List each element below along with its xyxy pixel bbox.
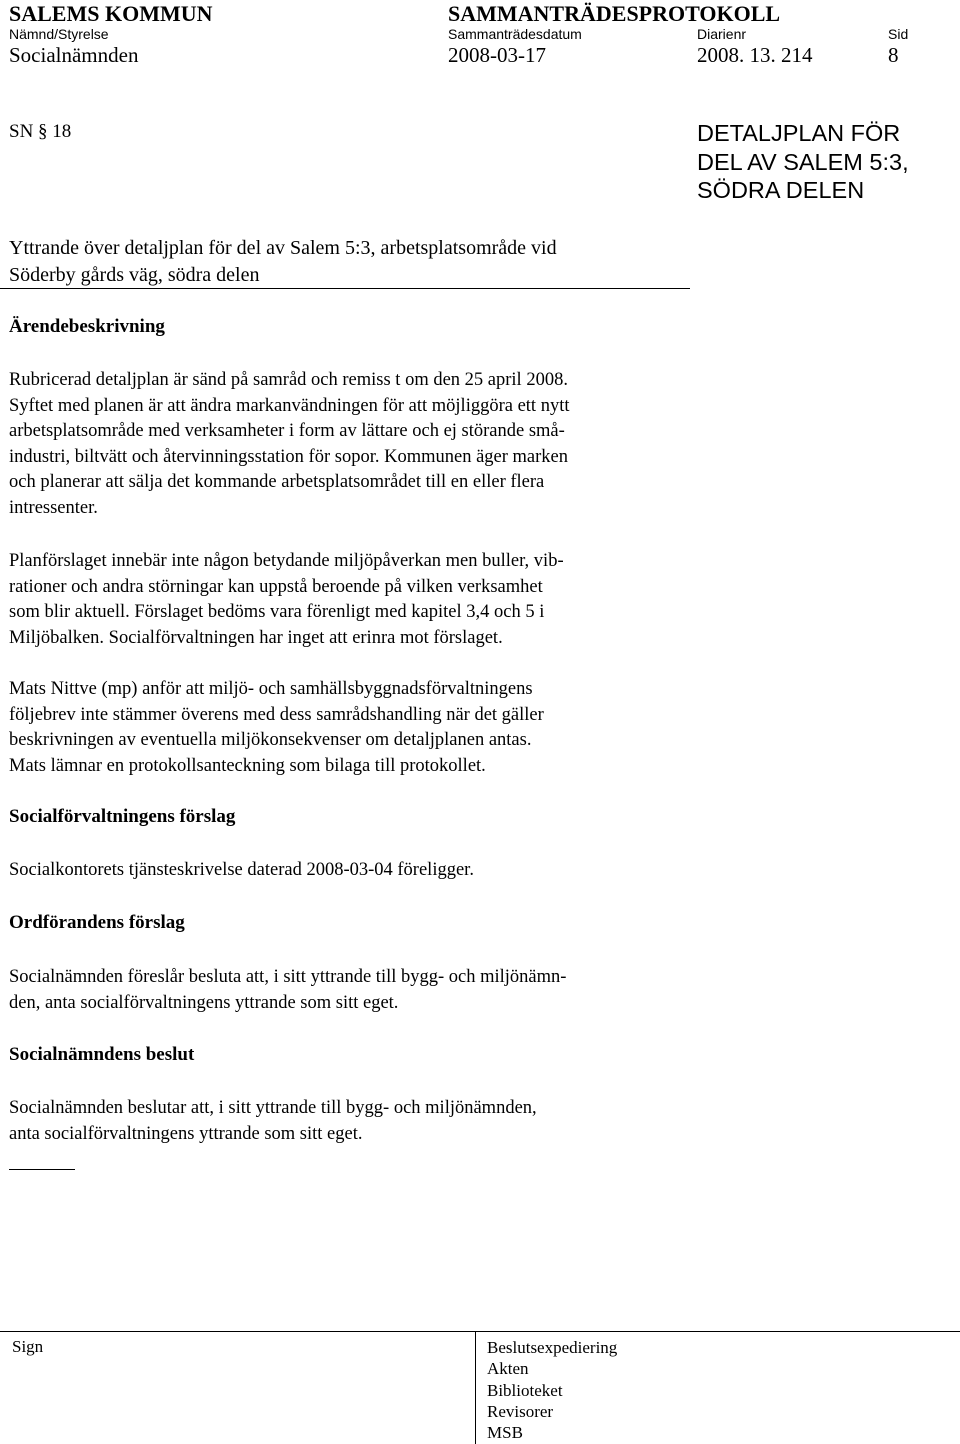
registry-label: Diarienr <box>697 26 747 42</box>
description-paragraph: Mats Nittve (mp) anför att miljö- och samhällsbyggnadsförvaltningens följebrev inte stämmer överens med dess samrådshandling när det gäller beskrivningen av eventuella miljökonsekvenser om detaljplanen antas. Mats lämnar en protokollsanteckning som bilaga till protokollet. <box>9 679 544 776</box>
distribution-item: Beslutsexpediering <box>487 1338 618 1357</box>
case-title-line: SÖDRA DELEN <box>697 177 865 203</box>
distribution-list <box>487 1337 617 1443</box>
distribution-item: Revisorer <box>487 1401 554 1421</box>
administration-proposal-text: Socialkontorets tjänsteskrivelse daterad 2008-03-04 föreligger. <box>9 860 474 880</box>
description-paragraph: Rubricerad detaljplan är sänd på samråd och remiss t om den 25 april 2008. Syftet med planen är att ändra markanvändningen för att möjliggöra ett nytt arbetsplatsområde med verksamheter i form av lättare och ej störande små- industri, biltvätt och återvinningsstation för sopor. Kommunen äger marken och planerar att sälja det kommande arbetsplatsområdet till en eller flera intressenter. <box>9 370 570 518</box>
distribution-item: MSB <box>487 1423 523 1443</box>
organization-name: SALEMS KOMMUN <box>9 1 213 26</box>
description-paragraph: Planförslaget innebär inte någon betydande miljöpåverkan men buller, vib- rationer och andra störningar kan uppstå beroende på vilken verksamhet som blir aktuell. Förslaget bedöms vara förenligt med kapitel 3,4 och 5 i Miljöbalken. Socialförvaltningen har inget att erinra mot förslaget. <box>9 551 564 648</box>
chair-proposal-text: Socialnämnden föreslår besluta att, i sitt yttrande till bygg- och miljönämn- den, anta socialförvaltningens yttrande som sitt eget. <box>9 967 567 1013</box>
meeting-date-label: Sammanträdesdatum <box>448 26 582 42</box>
subject-underline <box>0 288 690 289</box>
registry-value: 2008. 13. 214 <box>697 43 813 67</box>
case-title-line: DETALJPLAN FÖR <box>697 120 901 146</box>
administration-proposal-heading: Socialförvaltningens förslag <box>9 806 236 827</box>
sign-label: Sign <box>12 1337 44 1356</box>
board-value: Socialnämnden <box>9 43 139 67</box>
case-number: SN § 18 <box>9 121 72 142</box>
chair-proposal-heading: Ordförandens förslag <box>9 912 185 933</box>
case-subject-line: Yttrande över detaljplan för del av Salem 5:3, arbetsplatsområde vid <box>9 237 557 259</box>
end-rule <box>9 1169 75 1170</box>
case-subject <box>9 235 557 288</box>
meeting-date-value: 2008-03-17 <box>448 43 546 67</box>
document-type: SAMMANTRÄDESPROTOKOLL <box>448 1 781 26</box>
decision-heading: Socialnämndens beslut <box>9 1044 195 1065</box>
footer-top-border <box>0 1331 960 1332</box>
case-subject-line: Söderby gårds väg, södra delen <box>9 263 260 286</box>
page-number: 8 <box>888 43 899 67</box>
description-heading: Ärendebeskrivning <box>9 316 165 337</box>
case-title <box>697 119 909 205</box>
board-label: Nämnd/Styrelse <box>9 26 109 42</box>
page-label: Sid <box>888 26 909 42</box>
decision-text: Socialnämnden beslutar att, i sitt yttrande till bygg- och miljönämnden, anta socialförvaltningens yttrande som sitt eget. <box>9 1098 537 1144</box>
case-title-line: DEL AV SALEM 5:3, <box>697 148 909 175</box>
distribution-item: Akten <box>487 1359 529 1379</box>
footer-divider <box>475 1331 476 1444</box>
distribution-item: Biblioteket <box>487 1380 563 1400</box>
